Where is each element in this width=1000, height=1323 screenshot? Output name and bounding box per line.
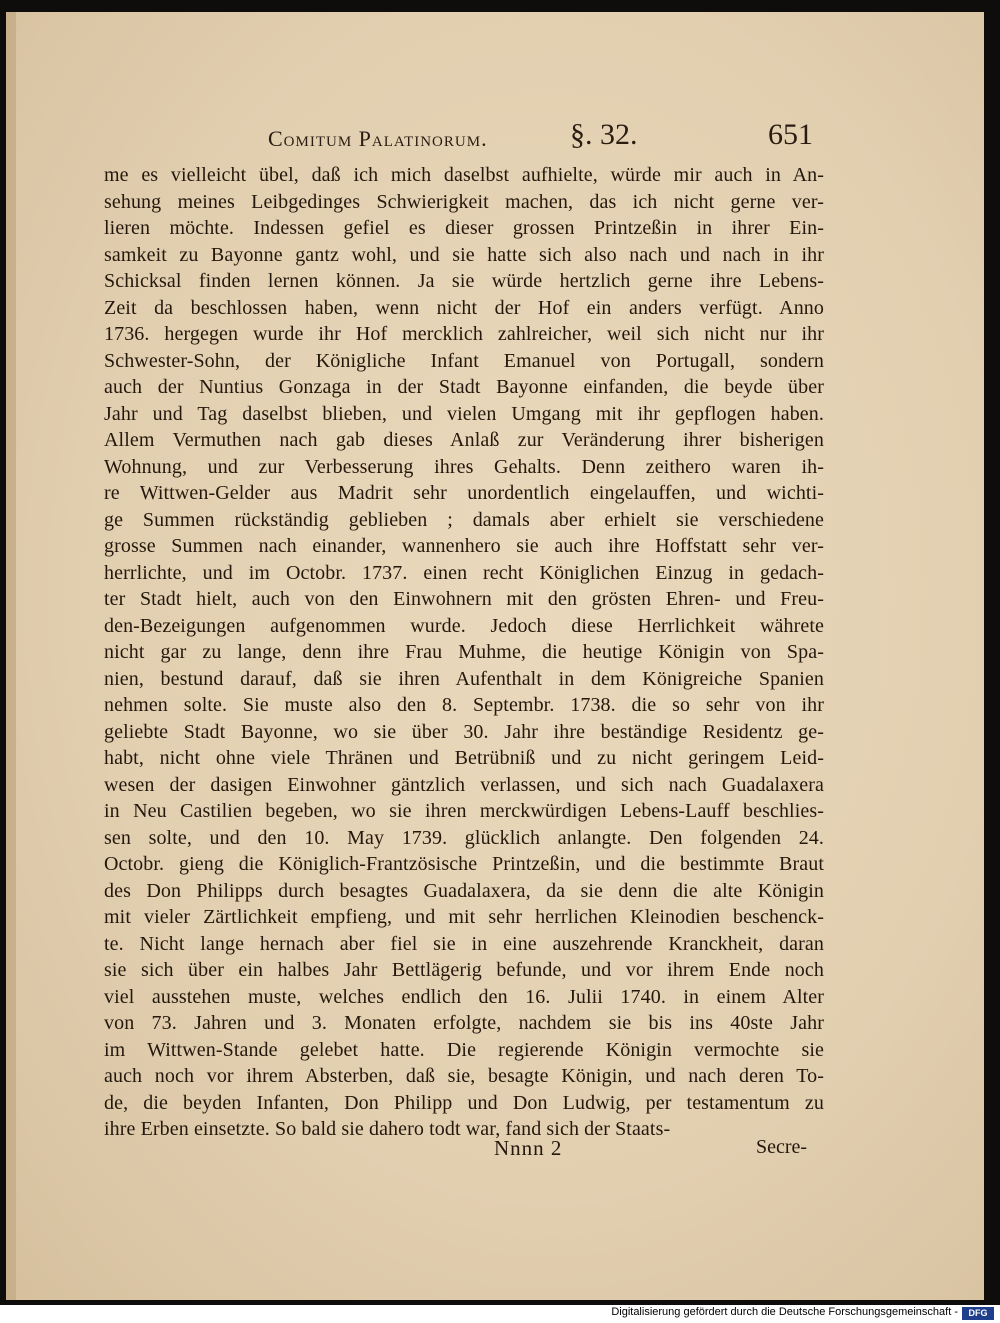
text-line: den-Bezeigungen aufgenommen wurde. Jedoch diese Herrlichkeit währete — [104, 614, 824, 637]
text-line: lieren möchte. Indessen gefiel es dieser grossen Printzeßin in ihrer Ein- — [104, 217, 824, 239]
dfg-logo: DFG — [962, 1307, 994, 1320]
section-number: §. 32. — [570, 118, 638, 151]
credit-bar — [0, 1305, 1000, 1323]
text-line: in Neu Castilien begeben, wo sie ihren merckwürdigen Lebens-Lauff beschlies- — [104, 800, 824, 822]
text-line: geliebte Stadt Bayonne, wo sie über 30. Jahr ihre beständige Residentz ge- — [104, 720, 824, 743]
text-line: samkeit zu Bayonne gantz wohl, und sie hatte sich also nach und nach in ihr — [104, 243, 824, 266]
page-footer — [16, 1136, 994, 1166]
signature-mark: Nnnn 2 — [494, 1136, 563, 1160]
text-line: ge Summen rückständig geblieben ; damals aber erhielt sie verschiedene — [104, 508, 824, 531]
text-line: ihre Erben einsetzte. So bald sie dahero todt war, fand sich der Staats- — [104, 1118, 671, 1140]
book-page — [6, 12, 984, 1300]
text-line: de, die beyden Infanten, Don Philipp und Don Ludwig, per testamentum zu — [104, 1091, 824, 1114]
text-line: te. Nicht lange hernach aber fiel sie in eine auszehrende Kranckheit, daran — [104, 932, 824, 955]
text-line: Schwester-Sohn, der Königliche Infant Emanuel von Portugall, sondern — [104, 349, 824, 372]
text-line: auch der Nuntius Gonzaga in der Stadt Bayonne einfanden, die beyde über — [104, 376, 824, 398]
text-line: nien, bestund darauf, daß sie ihren Aufenthalt in dem Königreiche Spanien — [104, 667, 824, 690]
text-line: auch noch vor ihrem Absterben, daß sie, besagte Königin, und nach deren To- — [104, 1065, 824, 1087]
catchword: Secre- — [756, 1136, 808, 1158]
text-line: sehung meines Leibgedinges Schwierigkeit machen, das ich nicht gerne ver- — [104, 190, 824, 213]
text-line: me es vielleicht übel, daß ich mich daselbst aufhielte, würde mir auch in An- — [104, 164, 824, 186]
text-line: re Wittwen-Gelder aus Madrit sehr unordentlich eingelauffen, und wichti- — [104, 482, 824, 504]
text-line: wesen der dasigen Einwohner gäntzlich verlassen, und sich nach Guadalaxera — [104, 773, 824, 796]
text-line: herrlichte, und im Octobr. 1737. einen recht Königlichen Einzug in gedach- — [104, 561, 824, 584]
text-line: Schicksal finden lernen können. Ja sie würde hertzlich gerne ihre Lebens- — [104, 270, 824, 292]
body-text — [104, 162, 824, 1143]
text-line: Jahr und Tag daselbst blieben, und vielen Umgang mit ihr gepflogen haben. — [104, 402, 824, 425]
text-line: Zeit da beschlossen haben, wenn nicht der Hof ein anders verfügt. Anno — [104, 296, 824, 319]
text-line: 1736. hergegen wurde ihr Hof mercklich zahlreicher, weil sich nicht nur ihr — [104, 323, 824, 345]
text-line: mit vieler Zärtlichkeit empfieng, und mit sehr herrlichen Kleinodien beschenck- — [104, 906, 824, 928]
text-line: Wohnung, und zur Verbesserung ihres Gehalts. Denn zeithero waren ih- — [104, 455, 824, 478]
text-line: sen solte, und den 10. May 1739. glücklich anlangte. Den folgenden 24. — [104, 826, 824, 849]
text-line: von 73. Jahren und 3. Monaten erfolgte, nachdem sie bis ins 40ste Jahr — [104, 1012, 824, 1034]
text-line: im Wittwen-Stande gelebet hatte. Die regierende Königin vermochte sie — [104, 1038, 824, 1061]
page-header — [16, 112, 994, 152]
text-line: viel ausstehen muste, welches endlich den 16. Julii 1740. in einem Alter — [104, 985, 824, 1008]
text-line: sie sich über ein halbes Jahr Bettlägerig befunde, und vor ihrem Ende noch — [104, 959, 824, 981]
text-line: nehmen solte. Sie muste also den 8. Septembr. 1738. die so sehr von ihr — [104, 694, 824, 716]
text-line: des Don Philipps durch besagtes Guadalaxera, da sie denn die alte Königin — [104, 879, 824, 902]
text-line: habt, nicht ohne viele Thränen und Betrübniß und zu nicht geringem Leid- — [104, 747, 824, 769]
running-title: Comitum Palatinorum. — [268, 126, 488, 151]
text-line: ter Stadt hielt, auch von den Einwohnern mit den grösten Ehren- und Freu- — [104, 588, 824, 610]
page-number: 651 — [768, 118, 813, 151]
text-line: Octobr. gieng die Königlich-Frantzösische Printzeßin, und die bestimmte Braut — [104, 853, 824, 875]
text-line: nicht gar zu lange, denn ihre Frau Muhme, die heutige Königin von Spa- — [104, 641, 824, 663]
text-line: grosse Summen nach einander, wannenhero sie auch ihre Hoffstatt sehr ver- — [104, 535, 824, 557]
text-line: Allem Vermuthen nach gab dieses Anlaß zur Veränderung ihrer bisherigen — [104, 429, 824, 451]
digitization-credit: Digitalisierung gefördert durch die Deutsche Forschungsgemeinschaft - — [611, 1306, 958, 1318]
